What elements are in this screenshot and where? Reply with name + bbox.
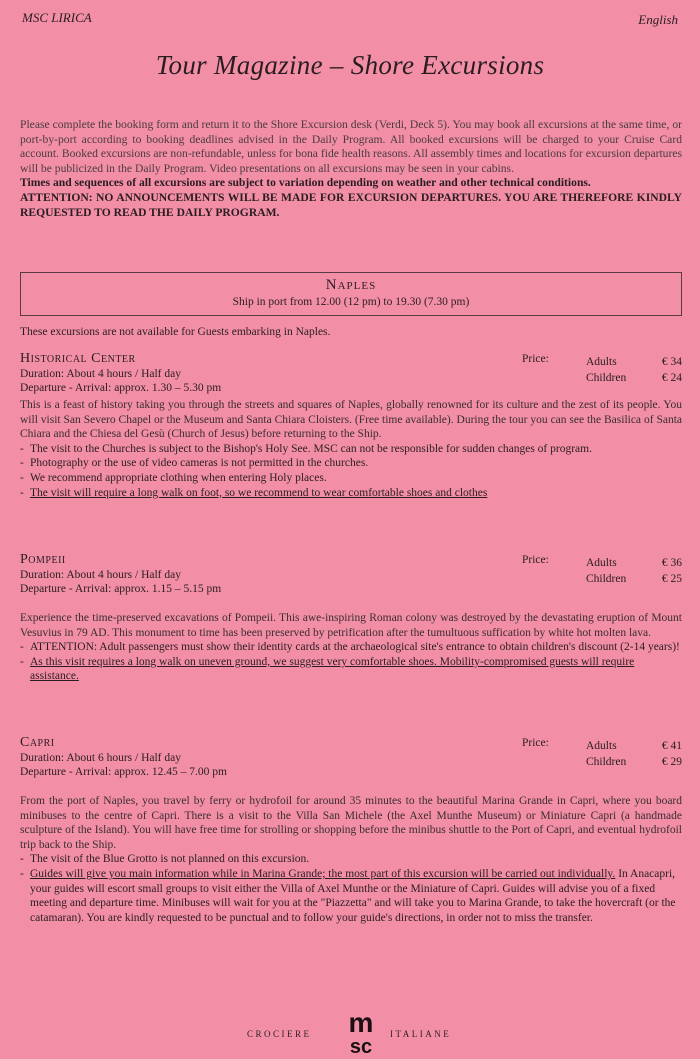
- attention-notice: ATTENTION: NO ANNOUNCEMENTS WILL BE MADE FOR EXCURSION DEPARTURES. YOU ARE THEREFORE KINDLY REQUESTED TO READ THE DAILY PROGRAM.: [20, 190, 682, 219]
- price-block: [522, 352, 682, 396]
- children-label: Children: [586, 756, 627, 768]
- adults-label: Adults: [586, 356, 617, 368]
- port-name: Naples: [325, 277, 377, 293]
- excursion-departure: Departure - Arrival: approx. 1.30 – 5.30 pm: [20, 382, 222, 395]
- excursion-notes: [20, 640, 682, 684]
- excursion-duration: Duration: About 4 hours / Half day: [20, 367, 181, 380]
- excursion-notes: [20, 852, 682, 925]
- children-label: Children: [586, 573, 627, 585]
- footer-crociere: CROCIERE: [247, 1029, 312, 1039]
- port-box: [20, 272, 682, 316]
- children-price: € 25: [661, 573, 682, 585]
- children-price: € 24: [661, 372, 682, 384]
- excursion-header: [20, 736, 682, 780]
- note-continued: In Anacapri, your guides will escort small groups to visit either the Villa of Axel Munthe or the Miniature of Capri. Guides will advise you of a fixed meeting and departure time. Minibuses will wait for you at the "Piazzetta" and will take you to Marina Grande, to take the hovercraft (or the catamaran). You are kindly requested to be punctual and to follow your guide's directions, in order not to miss the transfer.: [30, 867, 676, 924]
- price-label: Price:: [522, 353, 549, 365]
- excursion-description: Experience the time-preserved excavations of Pompeii. This awe-inspiring Roman colony was destroyed by the devastating eruption of Mount Vesuvius in 79 AD. This monument to time has been preserved by petrification after the tumultuous suffication by white hot molten lava.: [20, 612, 682, 639]
- excursion-notes: [20, 442, 682, 500]
- note-item: - Photography or the use of video cameras is not permitted in the churches.: [20, 456, 682, 471]
- note-item: - ATTENTION: Adult passengers must show their identity cards at the archaeological site's entrance to obtain children's discount (2-14 years)!: [20, 640, 682, 655]
- excursion-name: Capri: [20, 735, 55, 750]
- msc-logo-icon: [337, 1008, 385, 1056]
- port-times: Ship in port from 12.00 (12 pm) to 19.30 (7.30 pm): [232, 296, 470, 308]
- logo-m: m: [348, 1008, 374, 1038]
- intro-paragraph: Please complete the booking form and return it to the Shore Excursion desk (Verdi, Deck 5). You may book all excursions at the same time, or port-by-port according to booking deadlines advised in the Daily Program. All booked excursions will be charged to your Cruise Card account. Booked excursions are non-refundable, unless for bona fide health reasons. All assembly times and locations for excursion departures will be publicized in the Daily Program. Video presentations on all excursions may be seen in your cabins.: [20, 118, 682, 175]
- excursion-name: Pompeii: [20, 552, 66, 567]
- port-notice: These excursions are not available for Guests embarking in Naples.: [20, 326, 331, 338]
- children-price: € 29: [661, 756, 682, 768]
- price-label: Price:: [522, 554, 549, 566]
- note-item: - The visit will require a long walk on foot, so we recommend to wear comfortable shoes and clothes: [20, 486, 682, 501]
- adults-price: € 34: [661, 356, 682, 368]
- language-label: English: [638, 12, 678, 27]
- note-item: - The visit to the Churches is subject to the Bishop's Holy See. MSC can not be responsible for sudden changes of program.: [20, 442, 682, 457]
- note-item: - The visit of the Blue Grotto is not planned on this excursion.: [20, 852, 682, 867]
- adults-label: Adults: [586, 740, 617, 752]
- excursion-header: [20, 352, 682, 396]
- excursion-header: [20, 553, 682, 597]
- footer-logo: [0, 1008, 700, 1058]
- note-item: [20, 867, 682, 925]
- adults-price: € 41: [661, 740, 682, 752]
- adults-label: Adults: [586, 557, 617, 569]
- excursion-duration: Duration: About 4 hours / Half day: [20, 568, 181, 581]
- excursion-historical-center: [20, 352, 682, 500]
- logo-sc: sc: [349, 1036, 373, 1056]
- note-item: - We recommend appropriate clothing when entering Holy places.: [20, 471, 682, 486]
- intro-text: [20, 118, 682, 220]
- excursion-departure: Departure - Arrival: approx. 12.45 – 7.00 pm: [20, 766, 227, 779]
- footer-italiane: ITALIANE: [390, 1029, 452, 1039]
- excursion-capri: [20, 736, 682, 925]
- price-block: [522, 736, 682, 780]
- note-underlined: Guides will give you main information while in Marina Grande; the most part of this excursion will be carried out individually.: [30, 867, 616, 880]
- note-item: - As this visit requires a long walk on uneven ground, we suggest very comfortable shoes. Mobility-compromised guests will require assistance.: [20, 655, 682, 684]
- children-label: Children: [586, 372, 627, 384]
- excursion-description: From the port of Naples, you travel by ferry or hydrofoil for around 35 minutes to the beautiful Marina Grande in Capri, where you board minibuses to the centre of Capri. There is a visit to the Villa San Michele (the Axel Munthe Museum) or Miniature Capri (a handmade sculpture of the Island). You will have free time for strolling or shopping before the minibus shuttle to the Port of Capri, and eventual hydrofoil trip back to the Ship.: [20, 795, 682, 851]
- adults-price: € 36: [661, 557, 682, 569]
- excursion-duration: Duration: About 6 hours / Half day: [20, 751, 181, 764]
- excursion-name: Historical Center: [20, 351, 136, 366]
- price-block: [522, 553, 682, 597]
- ship-name: MSC LIRICA: [22, 10, 92, 25]
- price-label: Price:: [522, 737, 549, 749]
- excursion-description: This is a feast of history taking you through the streets and squares of Naples, globally renowned for its culture and the zest of its people. You will visit San Severo Chapel or the Museum and Santa Chiara Cloisters. (Free time available). During the tour you can see the Basilica of Santa Chiara and the Chiesa del Gesù (Church of Jesus) before returning to the Ship.: [20, 399, 682, 441]
- excursion-departure: Departure - Arrival: approx. 1.15 – 5.15 pm: [20, 583, 222, 596]
- excursion-pompeii: [20, 553, 682, 684]
- page-title: Tour Magazine – Shore Excursions: [155, 50, 545, 80]
- variation-notice: Times and sequences of all excursions are subject to variation depending on weather and other technical conditions.: [20, 176, 591, 190]
